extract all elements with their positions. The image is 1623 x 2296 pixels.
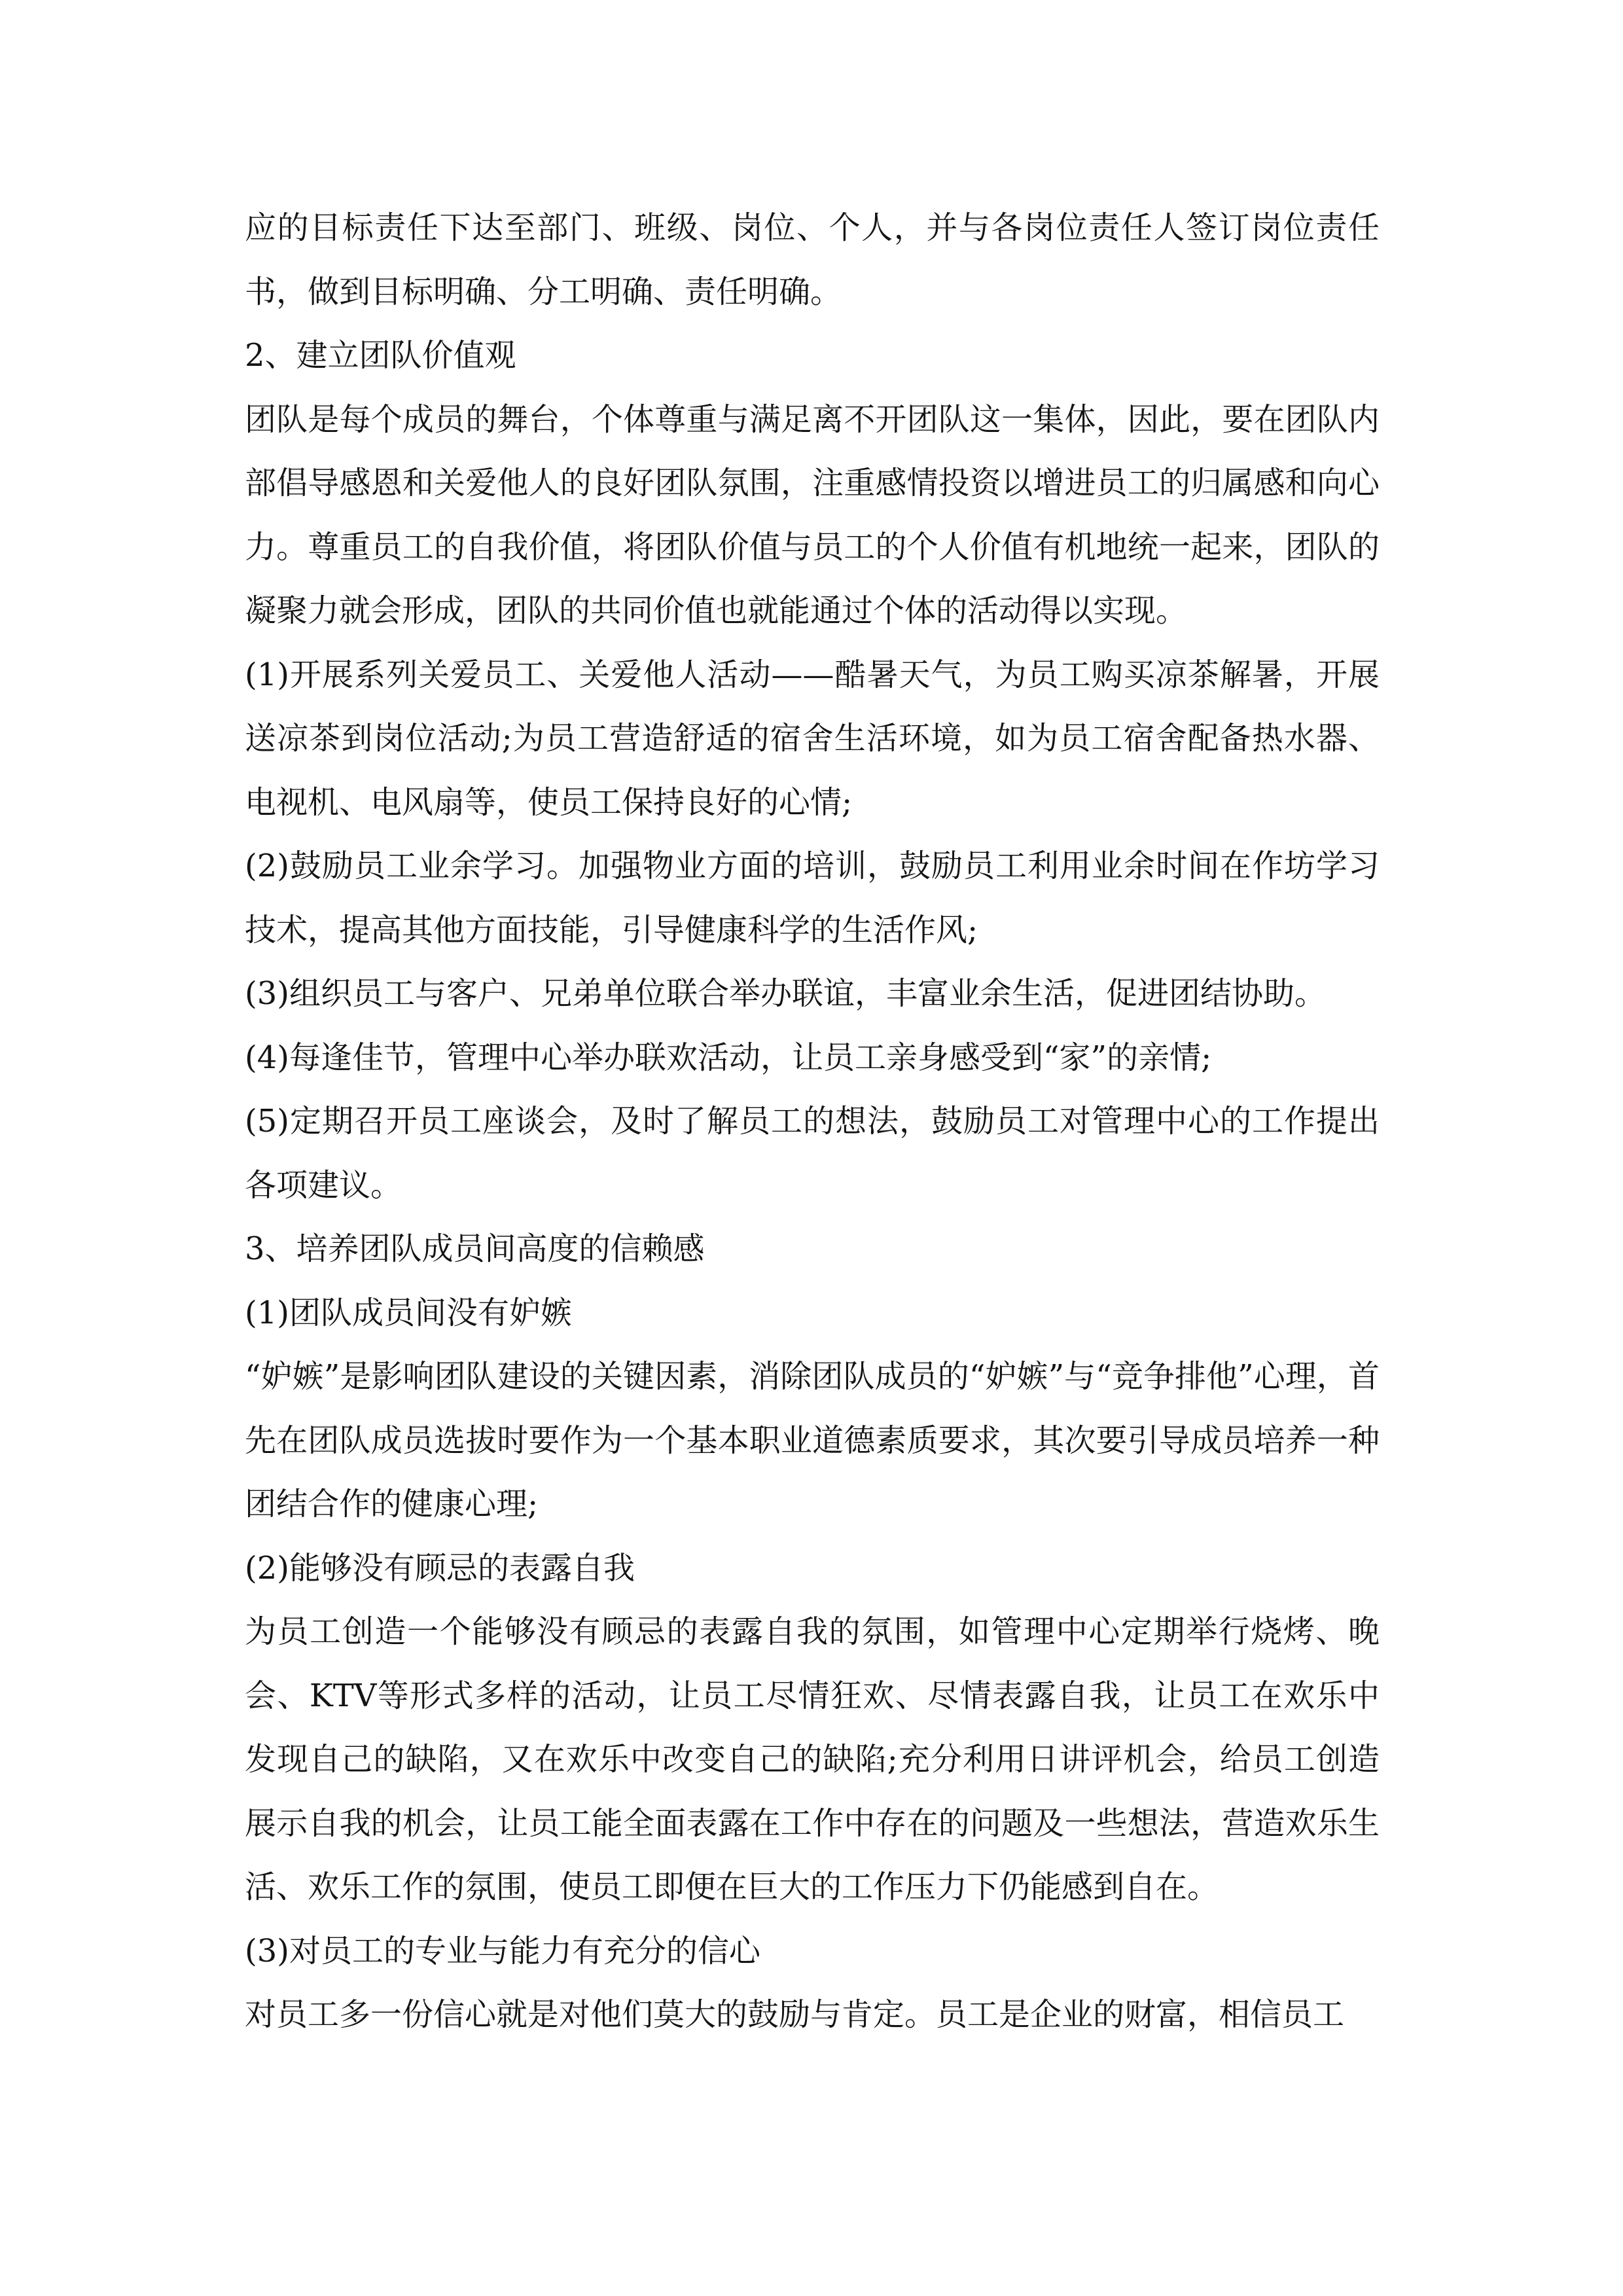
subheading: (2)能够没有顾忌的表露自我 [245,1549,635,1587]
paragraph: 对员工多一份信心就是对他们莫大的鼓励与肯定。员工是企业的财富，相信员工 [245,1996,1345,2033]
section-heading-2: 2、建立团队价值观 [245,337,516,374]
paragraph: 为员工创造一个能够没有顾忌的表露自我的氛围，如管理中心定期举行烧烤、晚会、KTV等形式多样的活动，让员工尽情狂欢、尽情表露自我，让员工在欢乐中发现自己的缺陷，又在欢乐中改变自己的缺陷;充分利用日讲评机会，给员工创造展示自我的机会，让员工能全面表露在工作中存在的问题及一些想法，营造欢乐生活、欢乐工作的氛围，使员工即便在巨大的工作压力下仍能感到自在。 [245,1613,1380,1905]
list-item: (2)鼓励员工业余学习。加强物业方面的培训，鼓励员工利用业余时间在作坊学习技术，提高其他方面技能，引导健康科学的生活作风; [245,848,1380,948]
subheading: (3)对员工的专业与能力有充分的信心 [245,1932,760,1969]
paragraph: “妒嫉”是影响团队建设的关键因素，消除团队成员的“妒嫉”与“竞争排他”心理，首先在团队成员选拔时要作为一个基本职业道德素质要求，其次要引导成员培养一种团结合作的健康心理; [245,1358,1380,1522]
section-heading-3: 3、培养团队成员间高度的信赖感 [245,1230,705,1267]
list-item: (5)定期召开员工座谈会，及时了解员工的想法，鼓励员工对管理中心的工作提出各项建议。 [245,1103,1380,1204]
list-item: (3)组织员工与客户、兄弟单位联合举办联谊，丰富业余生活，促进团结协助。 [245,975,1326,1012]
paragraph: 团队是每个成员的舞台，个体尊重与满足离不开团队这一集体，因此，要在团队内部倡导感恩和关爱他人的良好团队氛围，注重感情投资以增进员工的归属感和向心力。尊重员工的自我价值，将团队价值与员工的个人价值有机地统一起来，团队的凝聚力就会形成，团队的共同价值也就能通过个体的活动得以实现。 [245,401,1380,629]
list-item: (4)每逢佳节，管理中心举办联欢活动，让员工亲身感受到“家”的亲情; [245,1039,1212,1076]
list-item: (1)开展系列关爱员工、关爱他人活动——酷暑天气，为员工购买凉茶解暑，开展送凉茶到岗位活动;为员工营造舒适的宿舍生活环境，如为员工宿舍配备热水器、电视机、电风扇等，使员工保持良好的心情; [245,656,1380,821]
subheading: (1)团队成员间没有妒嫉 [245,1294,572,1331]
document-body [245,196,1380,2047]
paragraph-continuation: 应的目标责任下达至部门、班级、岗位、个人，并与各岗位责任人签订岗位责任书，做到目标明确、分工明确、责任明确。 [245,209,1380,310]
